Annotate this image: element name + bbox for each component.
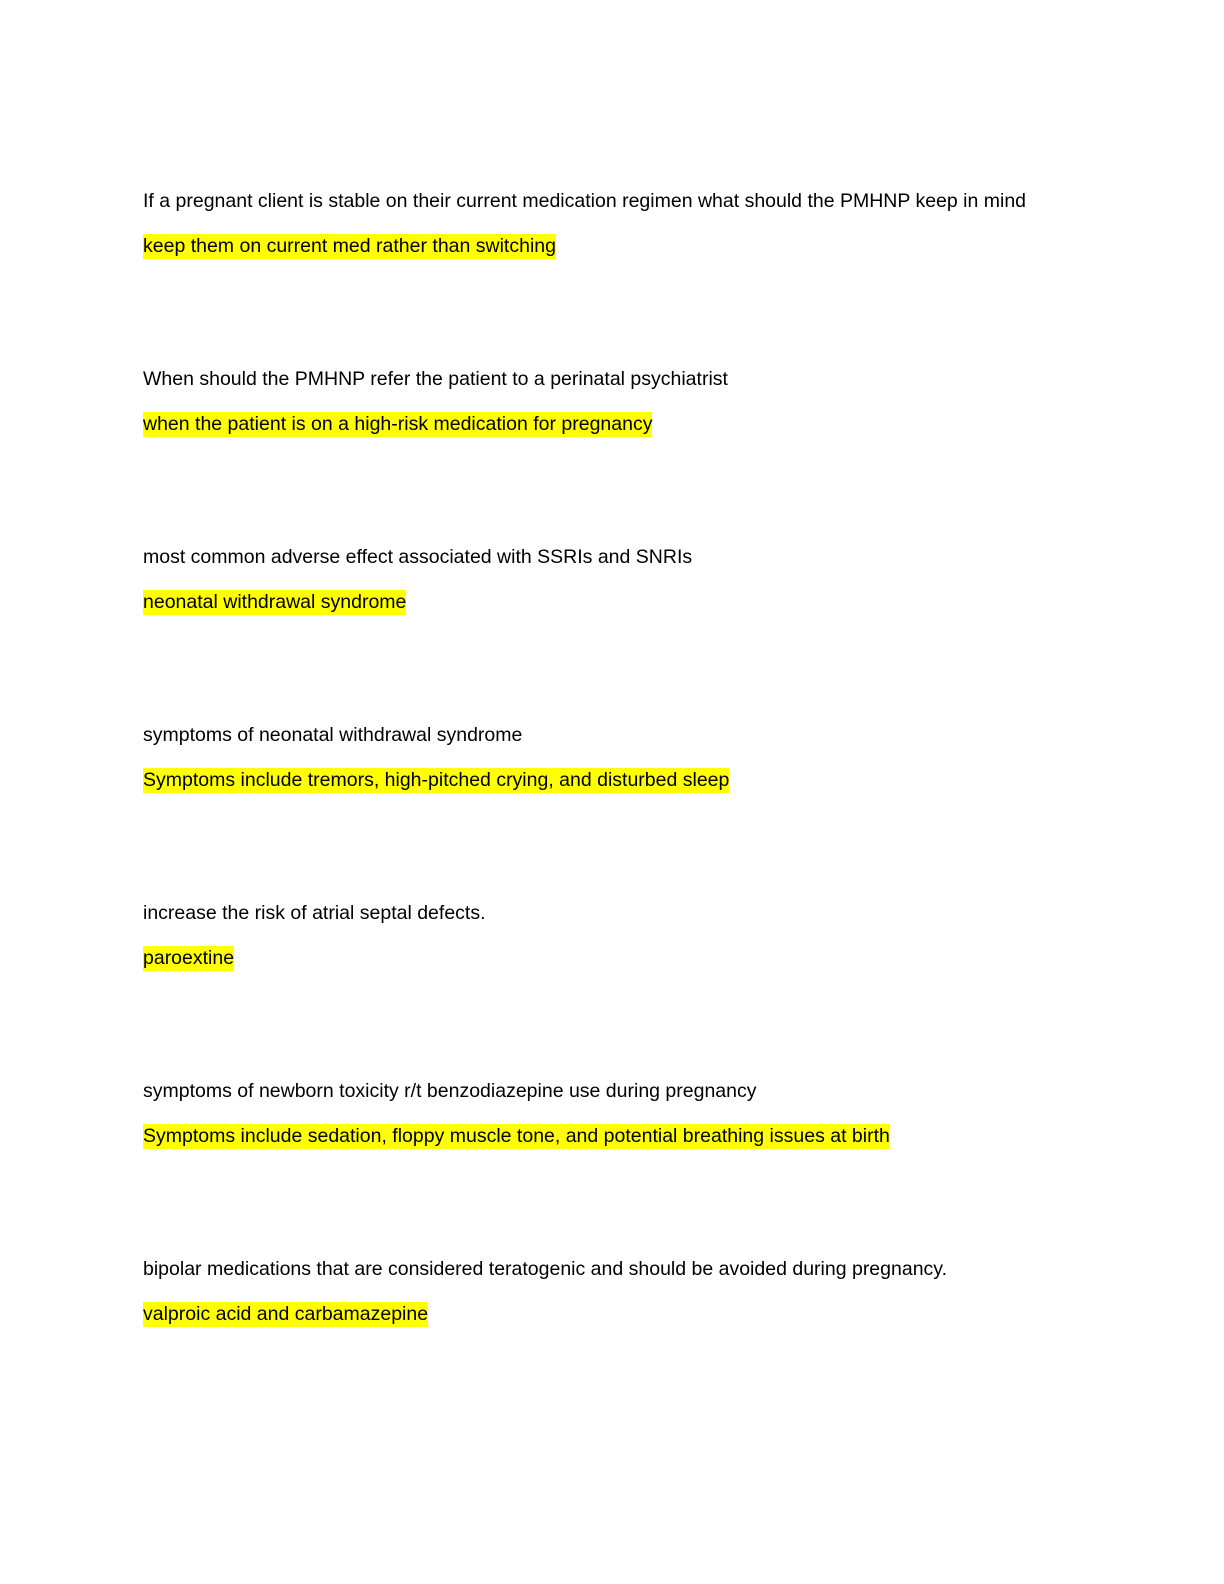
qa-item xyxy=(143,1078,1103,1149)
question-text: If a pregnant client is stable on their current medication regimen what should the PMHNP keep in mind xyxy=(143,190,1027,212)
question-text: symptoms of newborn toxicity r/t benzodiazepine use during pregnancy xyxy=(143,1080,757,1102)
highlighted-answer: paroextine xyxy=(143,947,235,969)
answer-line xyxy=(143,1123,1103,1149)
highlighted-answer: valproic acid and carbamazepine xyxy=(143,1303,429,1325)
question-text: symptoms of neonatal withdrawal syndrome xyxy=(143,724,523,746)
highlighted-answer: neonatal withdrawal syndrome xyxy=(143,591,407,613)
answer-line xyxy=(143,233,1103,259)
answer-line xyxy=(143,1301,1103,1327)
qa-item xyxy=(143,900,1103,971)
answer-line xyxy=(143,945,1103,971)
qa-item xyxy=(143,366,1103,437)
qa-item xyxy=(143,188,1103,259)
highlighted-answer: Symptoms include sedation, floppy muscle tone, and potential breathing issues at birth xyxy=(143,1125,890,1147)
question-text: increase the risk of atrial septal defects. xyxy=(143,902,486,924)
question-text: most common adverse effect associated with SSRIs and SNRIs xyxy=(143,546,693,568)
highlighted-answer: when the patient is on a high-risk medication for pregnancy xyxy=(143,413,653,435)
qa-item xyxy=(143,1256,1103,1327)
highlighted-answer: keep them on current med rather than switching xyxy=(143,235,556,257)
highlighted-answer: Symptoms include tremors, high-pitched crying, and disturbed sleep xyxy=(143,769,730,791)
answer-line xyxy=(143,411,1103,437)
question-text: When should the PMHNP refer the patient to a perinatal psychiatrist xyxy=(143,368,728,390)
qa-item xyxy=(143,722,1103,793)
answer-line xyxy=(143,767,1103,793)
answer-line xyxy=(143,589,1103,615)
qa-item xyxy=(143,544,1103,615)
question-text: bipolar medications that are considered teratogenic and should be avoided during pregnancy. xyxy=(143,1258,948,1280)
